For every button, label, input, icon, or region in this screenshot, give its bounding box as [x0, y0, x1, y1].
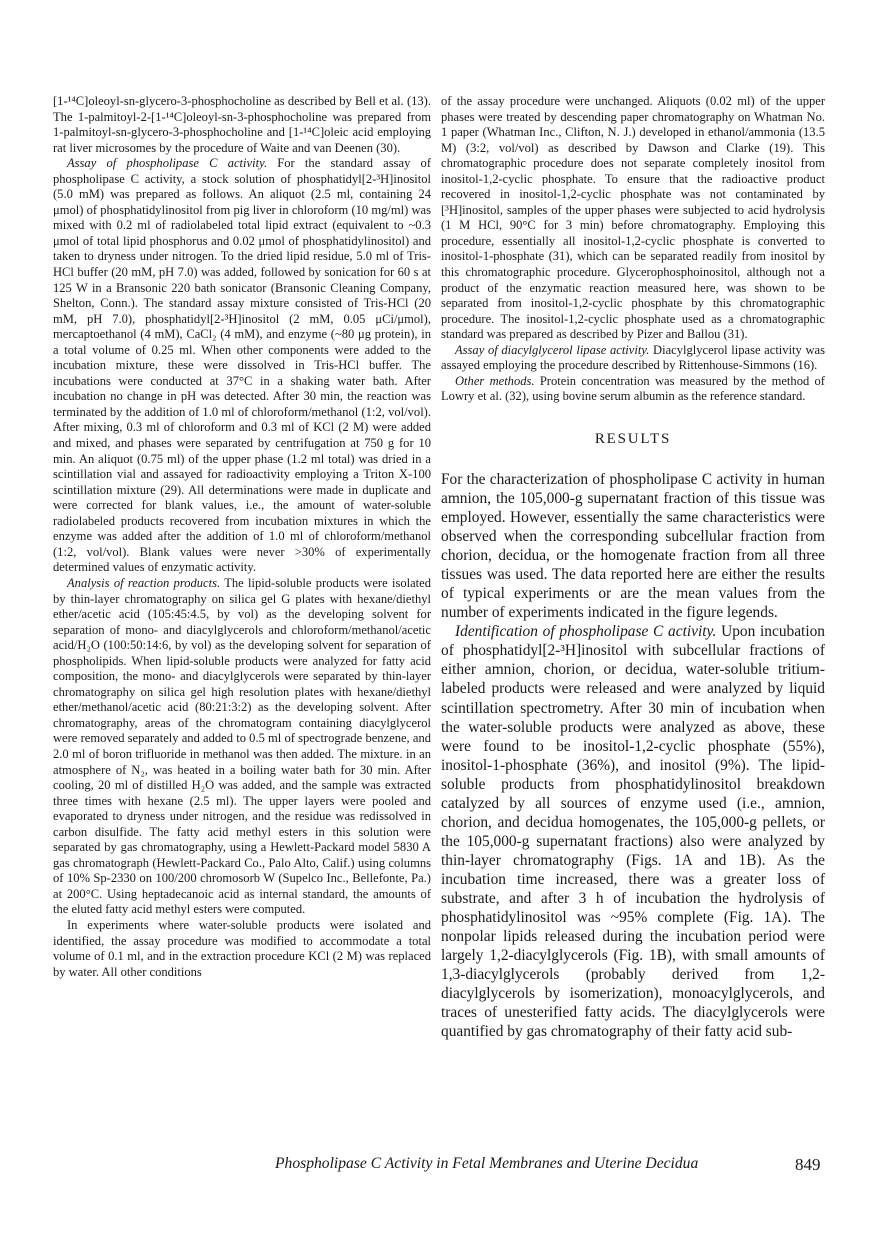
page-footer	[275, 1155, 821, 1174]
left-paragraph-1: [1-¹⁴C]oleoyl-sn-glycero-3-phosphocholine as described by Bell et al. (13). The 1-palmitoyl-2-[1-¹⁴C]oleoyl-sn-3-phosphocholine was prepared from 1-palmitoyl-sn-glycero-3-phosphocholine and [1-¹⁴C]oleic acid employing rat liver microsomes by the procedure of Waite and van Deenen (30).	[53, 94, 431, 155]
subsection-heading: Analysis of reaction products.	[67, 575, 221, 590]
results-paragraph-2	[441, 622, 825, 1041]
subsection-heading: Assay of phospholipase C activity.	[67, 156, 268, 171]
results-heading: RESULTS	[594, 430, 672, 447]
right-column	[441, 94, 825, 1041]
paragraph-body: Protein concentration was measured by the method of Lowry et al. (32), using bovine serum albumin as the reference standard.	[441, 373, 825, 404]
left-paragraph-3	[53, 576, 431, 918]
subsection-heading: Other methods.	[455, 373, 535, 388]
left-paragraph-4: In experiments where water-soluble products were isolated and identified, the assay procedure was modified to accommodate a total volume of 0.1 ml, and in the extraction procedure KCl (2 M) was replaced by water. All other conditions	[53, 917, 431, 979]
paragraph-body: Upon incubation of phosphatidyl[2-³H]inositol with subcellular fractions of either amnion, chorion, or decidua, water-soluble tritium-labeled products were released and were analyzed by liquid scintillation spectrometry. After 30 min of incubation when the water-soluble products were analyzed as above, these were found to be inositol-1,2-cyclic phosphate (55%), inositol-1-phosphate (36%), and inositol (9%). The lipid-soluble products from phosphatidylinositol breakdown catalyzed by all sources of enzyme used (i.e., amnion, chorion, and decidua homogenates, the 105,000-g pellets, or the 105,000-g supernatant fractions) also were analyzed by thin-layer chromatography (Figs. 1A and 1B). As the incubation time increased, there was a greater loss of substrate, and after 3 h of incubation the hydrolysis of phosphatidylinositol was ~95% complete (Fig. 1A). The nonpolar lipids released during the incubation period were largely 1,2-diacylglycerols (Fig. 1B), with small amounts of 1,3-diacylglycerols (probably derived from 1,2-diacylglycerols by isomerization), monoacylglycerols, and traces of unesterified fatty acids. The diacylglycerols were quantified by gas chromatography of their fatty acid sub-	[441, 623, 825, 1041]
right-paragraph-2	[441, 343, 825, 374]
subsection-heading: Assay of diacylglycerol lipase activity.	[455, 342, 650, 357]
methods-continuation	[441, 94, 825, 405]
left-column	[53, 94, 431, 980]
results-paragraph-1: For the characterization of phospholipase C activity in human amnion, the 105,000-g supernatant fraction of this tissue was employed. However, essentially the same characteristics were observed when the corresponding subcellular fraction from chorion, decidua, or the homogenate fraction from all three tissues was used. The data reported here are either the results of typical experiments or are the mean values from the number of experiments indicated in the figure legends.	[441, 470, 825, 622]
subsection-heading: Identification of phospholipase C activity.	[455, 623, 717, 641]
paragraph-body: For the standard assay of phospholipase C activity, a stock solution of phosphatidyl[2-³H]inositol (5.0 mM) was prepared as follows. An aliquot (2.5 ml, containing 24 μmol) of phosphatidylinositol from pig liver in chloroform (10 mg/ml) was mixed with 0.2 ml of radiolabeled total lipid extract (equivalent to ~0.3 μmol of total lipid phosphorus and 0.02 μmol of phosphatidylinositol) and taken to dryness under nitrogen. To the dried lipid residue, 5.0 ml of Tris-HCl buffer (20 mM, pH 7.0) was added, followed by sonication for 60 s at 125 W in a Bransonic 220 bath sonicator (Bransonic Cleaning Company, Shelton, Conn.). The standard assay mixture consisted of Tris-HCl (20 mM, pH 7.0), phosphatidyl[2-³H]inositol (2 mM, 0.05 μCi/μmol), mercaptoethanol (4 mM), CaCl₂ (4 mM), and enzyme (~80 μg protein), in a total volume of 0.25 ml. When other components were added to the incubation mixture, these were dissolved in Tris-HCl buffer. The incubations were conducted at 37°C in a shaking water bath. After incubation no change in pH was detected. After 30 min, the reaction was terminated by the addition of 1.0 ml of chloroform/methanol (1:2, vol/vol). After mixing, 0.3 ml of chloroform and 0.3 ml of KCl (2 M) were added and mixed, and phases were separated by centrifugation at 750 g for 10 min. An aliquot (0.75 ml) of the upper phase (1.2 ml total) was dried in a scintillation vial and assayed for radioactivity employing a Triton X-100 scintillation mixture (29). All determinations were made in duplicate and were corrected for blank values, i.e., the amount of water-soluble radiolabeled products recovered from incubation mixtures in which the enzyme was added after the addition of 1.0 ml of chloroform/methanol (1:2, vol/vol). Blank values were never >30% of experimentally determined values of enzymatic activity.	[53, 156, 432, 575]
results-section	[441, 470, 825, 1041]
right-paragraph-3	[441, 374, 825, 405]
page-number: 849	[795, 1155, 821, 1174]
paragraph-body: Diacylglycerol lipase activity was assayed employing the procedure described by Rittenhouse-Simmons (16).	[441, 342, 825, 373]
running-title: Phospholipase C Activity in Fetal Membranes and Uterine Decidua	[275, 1155, 699, 1172]
paragraph-body: The lipid-soluble products were isolated by thin-layer chromatography on silica gel G plates with hexane/diethyl ether/acetic acid (105:45:4.5, by vol) as the developing solvent for separation of mono- and diacylglycerols and chloroform/methanol/acetic acid/H₂O (100:50:14:6, by vol) as the developing solvent for separation of phospholipids. When lipid-soluble products were analyzed for fatty acid composition, the mono- and diacylglycerols were separated by thin-layer chromatography on silica gel high resolution plates with hexane/diethyl ether/methanol/acetic acid (80:21:3:2) as the developing solvent. After chromatography, areas of the chromatogram containing diacylglycerol were removed separately and added to 0.5 ml of spectrograde benzene, and 2.0 ml of boron trifluoride in methanol was then added. The mixture. in an atmosphere of N₂, was heated in a boiling water bath for 30 min. After cooling, 20 ml of distilled H₂O was added, and the sample was extracted three times with hexane (2.5 ml). The upper layers were pooled and evaporated to dryness under nitrogen, and the residue was redissolved in carbon disulfide. The fatty acid methyl esters in this solution were separated by gas chromatography, using a Hewlett-Packard model 5830 A gas chromatograph (Hewlett-Packard Co., Palo Alto, Calif.) using columns of 10% Sp-2330 on 100/200 chromosorb W (Supelco Inc., Bellefonte, Pa.) at 200°C. Using heptadecanoic acid as internal standard, the amounts of the eluted fatty acid methyl esters were computed.	[53, 575, 431, 917]
right-paragraph-1: of the assay procedure were unchanged. Aliquots (0.02 ml) of the upper phases were treated by descending paper chromatography on Whatman No. 1 paper (Whatman Inc., Clifton, N. J.) developed in ethanol/ammonia (13.5 M) (3:2, vol/vol) as described by Dawson and Clarke (19). This chromatographic procedure does not separate completely inositol from inositol-1,2-cyclic phosphate. To ensure that the radioactive product recovered in inositol-1,2-cyclic phosphate was not contaminated by [³H]inositol, samples of the upper phases were subjected to acid hydrolysis (1 M HCl, 90°C for 3 min) before chromatography. Employing this procedure, essentially all inositol-1,2-cyclic phosphate is converted to inositol-1-phosphate (31), which can be separated readily from inositol by this chromatographic procedure. Glycerophosphoinositol, although not a product of the enzymatic reaction measured here, was shown to be separated from inositol-1,2-cyclic phosphate by this chromatographic procedure. The inositol-1,2-cyclic phosphate used as a chromatographic standard was prepared as described by Pizer and Ballou (31).	[441, 94, 825, 342]
left-paragraph-2	[53, 156, 431, 576]
